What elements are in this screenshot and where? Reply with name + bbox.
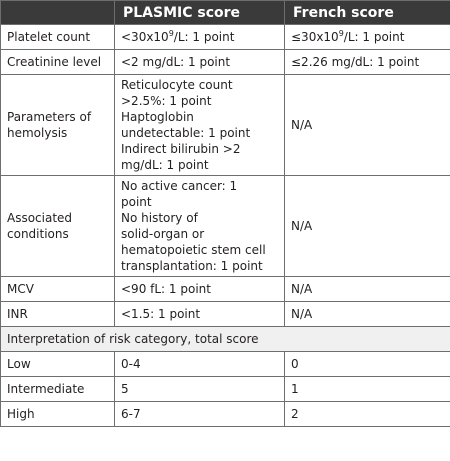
mcv-french: N/A <box>285 277 450 302</box>
associated-plasmic <box>115 176 285 277</box>
hemolysis-plasmic <box>115 75 285 176</box>
row-risk-high <box>1 402 450 427</box>
platelet-french-sup: 9 <box>338 29 344 38</box>
mcv-label: MCV <box>1 277 115 302</box>
risk-high-plasmic: 6-7 <box>115 402 285 427</box>
hemolysis-plasmic-line: mg/dL: 1 point <box>121 158 209 172</box>
associated-plasmic-line: solid-organ or <box>121 227 205 241</box>
platelet-french-pre: ≤30x10 <box>291 30 339 44</box>
row-mcv <box>1 277 450 302</box>
platelet-french-post: /L: 1 point <box>343 30 405 44</box>
row-risk-intermediate <box>1 377 450 402</box>
row-creatinine <box>1 50 450 75</box>
hemolysis-plasmic-line: >2.5%: 1 point <box>121 94 212 108</box>
creatinine-french: ≤2.26 mg/dL: 1 point <box>285 50 450 75</box>
hemolysis-french: N/A <box>285 75 450 176</box>
associated-plasmic-line: point <box>121 195 152 209</box>
risk-low-plasmic: 0-4 <box>115 352 285 377</box>
header-french: French score <box>285 1 450 25</box>
row-interpretation-header <box>1 327 450 352</box>
inr-plasmic: <1.5: 1 point <box>115 302 285 327</box>
risk-low-label: Low <box>1 352 115 377</box>
row-hemolysis <box>1 75 450 176</box>
inr-label: INR <box>1 302 115 327</box>
platelet-plasmic <box>115 25 285 50</box>
row-platelet <box>1 25 450 50</box>
hemolysis-plasmic-line: Reticulocyte count <box>121 78 233 92</box>
associated-plasmic-line: transplantation: 1 point <box>121 259 263 273</box>
platelet-plasmic-post: /L: 1 point <box>173 30 235 44</box>
platelet-label: Platelet count <box>1 25 115 50</box>
platelet-plasmic-pre: <30x10 <box>121 30 169 44</box>
hemolysis-label <box>1 75 115 176</box>
associated-label <box>1 176 115 277</box>
hemolysis-plasmic-line: Indirect bilirubin >2 <box>121 142 241 156</box>
hemolysis-label-line: hemolysis <box>7 126 68 140</box>
associated-plasmic-line: No history of <box>121 211 198 225</box>
risk-intermediate-label: Intermediate <box>1 377 115 402</box>
mcv-plasmic: <90 fL: 1 point <box>115 277 285 302</box>
hemolysis-plasmic-line: Haptoglobin <box>121 110 194 124</box>
platelet-french <box>285 25 450 50</box>
interpretation-header: Interpretation of risk category, total score <box>1 327 450 352</box>
row-inr <box>1 302 450 327</box>
risk-high-label: High <box>1 402 115 427</box>
hemolysis-plasmic-line: undetectable: 1 point <box>121 126 251 140</box>
risk-intermediate-french: 1 <box>285 377 450 402</box>
associated-french: N/A <box>285 176 450 277</box>
associated-plasmic-line: hematopoietic stem cell <box>121 243 266 257</box>
table-header <box>1 1 450 25</box>
creatinine-label: Creatinine level <box>1 50 115 75</box>
header-empty <box>1 1 115 25</box>
associated-label-line: Associated <box>7 211 73 225</box>
hemolysis-label-line: Parameters of <box>7 110 92 124</box>
row-risk-low <box>1 352 450 377</box>
associated-plasmic-line: No active cancer: 1 <box>121 179 238 193</box>
header-row <box>1 1 450 25</box>
creatinine-plasmic: <2 mg/dL: 1 point <box>115 50 285 75</box>
platelet-plasmic-sup: 9 <box>168 29 174 38</box>
row-associated-conditions <box>1 176 450 277</box>
risk-intermediate-plasmic: 5 <box>115 377 285 402</box>
header-plasmic: PLASMIC score <box>115 1 285 25</box>
risk-high-french: 2 <box>285 402 450 427</box>
risk-low-french: 0 <box>285 352 450 377</box>
inr-french: N/A <box>285 302 450 327</box>
associated-label-line: conditions <box>7 227 69 241</box>
